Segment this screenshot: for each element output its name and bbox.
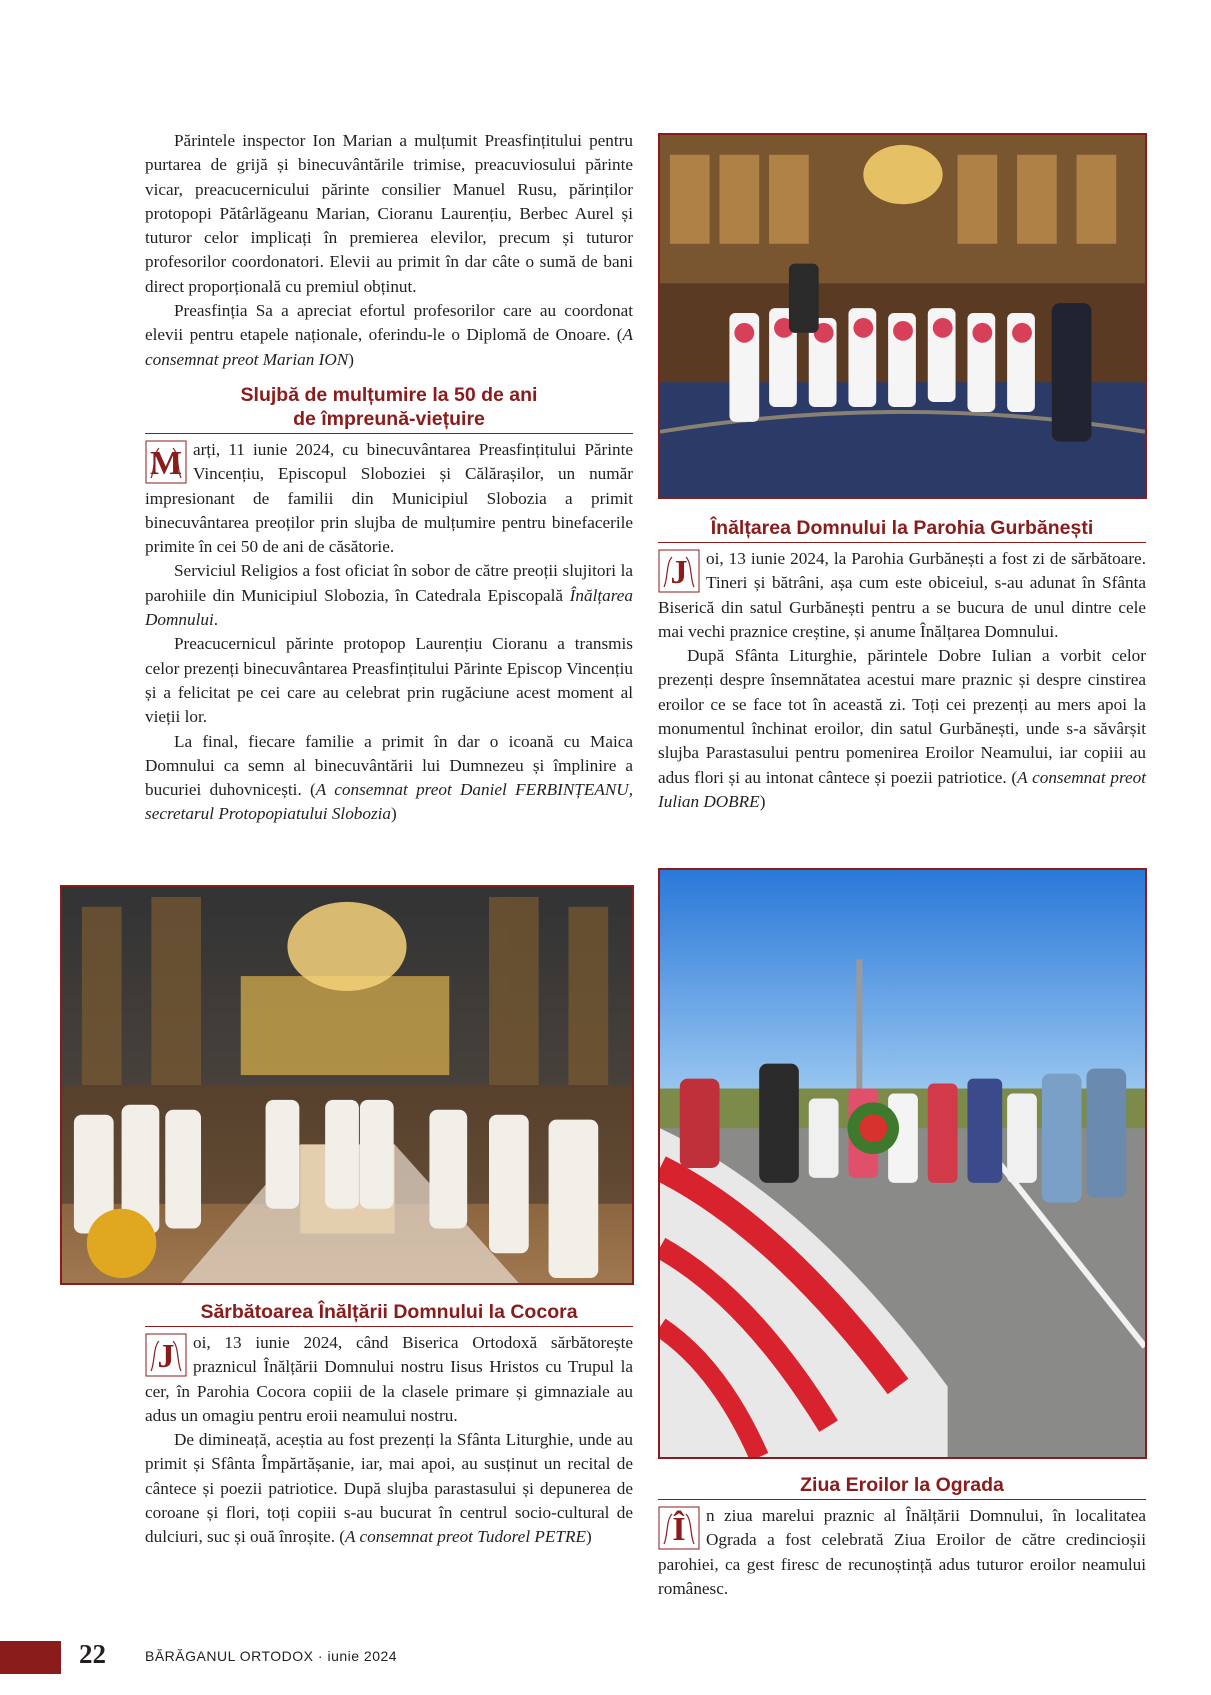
photo-cathedral-service	[60, 885, 634, 1285]
dropcap-m	[145, 440, 187, 484]
dropcap-j	[658, 549, 700, 593]
slujba-credit: A consemnat preot Daniel FERBINȚEANU, secretarul Protopopiatului Slobozia	[145, 780, 634, 824]
column-left-top	[145, 129, 633, 827]
gurbanesti-paragraph-2: După Sfânta Liturghie, părintele Dobre Iulian a vorbit celor prezenți despre însemnătatea acestui mare praznic și despre cinstirea eroilor ce se face tot în această zi. Toți cei prezenți au mers apoi la monumentul închinat eroilor, din satul Gurbănești, unde s-a săvârșit slujba Parastasului pentru pomenirea Eroilor Neamului, iar copiii au adus flori și au intonat cântece și poezii patriotice. (A consemnat preot Iulian DOBRE)	[658, 646, 1146, 811]
svg-text:J: J	[670, 554, 688, 591]
slujba-paragraph-4: La final, fiecare familie a primit în dar o icoană cu Maica Domnului ca semn al binecuvântării lui Dumnezeu și împlinire a bucuriei duhovnicești. (A consemnat preot Daniel FERBINȚEANU, secretarul Protopopiatului Slobozia)	[145, 731, 634, 824]
page-number: 22	[79, 1639, 106, 1669]
cocora-paragraph-2: De dimineață, aceștia au fost prezenți la Sfânta Liturghie, unde au primit și Sfânta Împărtășanie, iar, mai apoi, au susținut un recital de cântece și poezii patriotice. După slujba parastasului și depunerea de coroane și flori, toți copiii s-au bucurat în centrul socio-cultural de dulciuri, suc și ouă înroșite. (A consemnat preot Tudorel PETRE)	[145, 1430, 633, 1547]
title-rule	[658, 1499, 1146, 1500]
intro-paragraph-1: Părintele inspector Ion Marian a mulțumit Preasfințitului pentru purtarea de grijă și binecuvântările trimise, preacuviosului părinte vicar, preacucernicului părinte consilier Manuel Rusu, părinților protopopi Pătârlăgeanu Marian, Cioranu Laurențiu, Berbec Aurel și tuturor celor implicați în premierea elevilor, precum și tuturor profesorilor coordonatori. Elevii au primit în dar câte o sumă de bani direct proporțională cu premiul obținut.	[145, 131, 633, 296]
article-title-ograda: Ziua Eroilor la Ograda	[800, 1474, 1004, 1496]
article-title-gurbanesti: Înălțarea Domnului la Parohia Gurbănești	[710, 517, 1094, 539]
slujba-paragraph-3: Preacucernicul părinte protopop Laurențiu Cioranu a transmis celor prezenți binecuvântarea Preasfințitului Părinte Episcop Vincențiu și a felicitat pe cei care au celebrat prin rugăciune acest moment al vieții lor.	[145, 634, 633, 727]
title-rule	[145, 433, 633, 434]
svg-text:J: J	[157, 1338, 175, 1375]
intro-credit: A consemnat preot Marian ION	[145, 325, 633, 369]
intro-paragraph-2: Preasfinția Sa a apreciat efortul profesorilor care au coordonat elevii pentru etapele naționale, oferindu-le o Diplomă de Onoare. (A consemnat preot Marian ION)	[145, 301, 633, 369]
dropcap-j	[145, 1333, 187, 1377]
svg-text:M: M	[149, 444, 183, 482]
cocora-paragraph-1: oi, 13 iunie 2024, când Biserica Ortodoxă sărbătorește praznicul Înălțării Domnului nostru Iisus Hristos cu Trupul la cer, în Parohia Cocora copiii de la clasele primare și gimnaziale au adus un omagiu pentru eroii neamului nostru.	[145, 1333, 633, 1425]
svg-text:Î: Î	[672, 1511, 686, 1548]
dropcap-i	[658, 1506, 700, 1550]
article-title-cocora: Sărbătoarea Înălțării Domnului la Cocora	[200, 1301, 578, 1323]
title-rule	[145, 1326, 633, 1327]
photo-heroes-monument	[658, 868, 1147, 1459]
title-rule	[658, 542, 1146, 543]
photo-church-children	[658, 133, 1147, 499]
magazine-footer	[145, 1648, 397, 1664]
gurbanesti-paragraph-1: oi, 13 iunie 2024, la Parohia Gurbănești a fost zi de sărbătoare. Tineri și bătrâni, așa cum este obiceiul, s-au adunat în Sfânta Biserică din satul Gurbănești pentru a se bucura de unul dintre cele mai vechi praznice creștine, și anume Înălțarea Domnului.	[658, 549, 1146, 641]
gurbanesti-credit: A consemnat preot Iulian DOBRE	[658, 767, 1146, 811]
magazine-issue: · iunie 2024	[313, 1648, 398, 1664]
slujba-paragraph-1: arți, 11 iunie 2024, cu binecuvântarea Preasfințitului Părinte Vincențiu, Episcopul Sloboziei și Călărașilor, un număr impresionant de familii din Municipiul Slobozia a primit binecuvântarea preoților prin slujba de mulțumire pentru binefacerile primite în cei 50 de ani de căsătorie.	[145, 439, 633, 557]
column-left-bottom	[145, 1300, 633, 1550]
magazine-name: BĂRĂGANUL ORTODOX	[145, 1648, 314, 1664]
slujba-paragraph-2: Serviciul Religios a fost oficiat în sobor de către preoții slujitori la parohiile din Municipiul Slobozia, în Catedrala Episcopală Înălțarea Domnului.	[145, 561, 633, 630]
column-right-middle	[658, 516, 1146, 814]
article-title-slujba: Slujbă de mulțumire la 50 de ani de împreună-viețuire	[240, 383, 538, 430]
cocora-credit: A consemnat preot Tudorel PETRE	[345, 1527, 586, 1547]
column-right-bottom	[658, 1473, 1146, 1601]
ograda-paragraph-1: n ziua marelui praznic al Înălțării Domnului, în localitatea Ograda a fost celebrată Ziua Eroilor de către credincioșii parohiei, ca gest firesc de recunoștință adus tuturor eroilor neamului românesc.	[658, 1506, 1146, 1598]
footer-accent-bar	[0, 1641, 61, 1674]
